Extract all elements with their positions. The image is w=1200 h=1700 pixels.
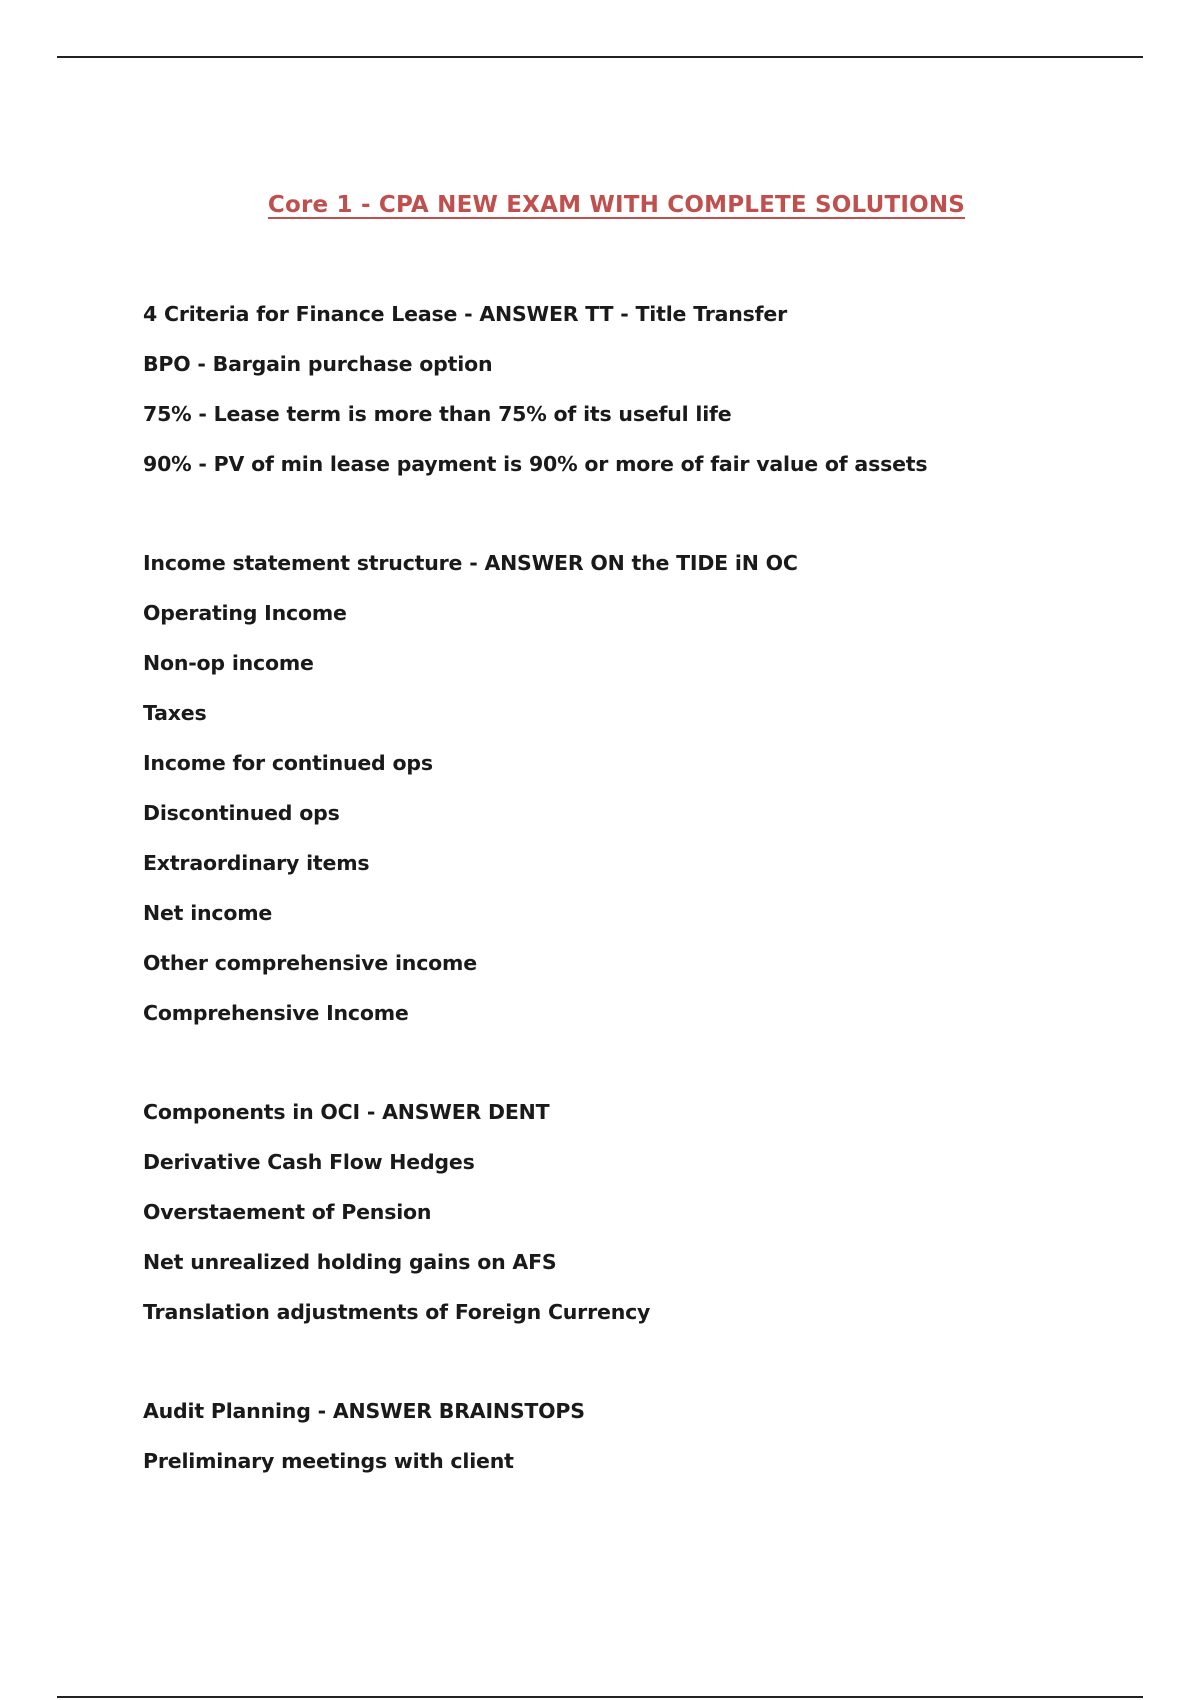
question-line: Components in OCI - ANSWER DENT <box>143 1100 550 1124</box>
footer-rule <box>57 1696 1143 1698</box>
section-oci-components <box>143 1096 1143 1346</box>
answer-line: Non-op income <box>143 651 314 675</box>
answer-line: Translation adjustments of Foreign Currency <box>143 1300 651 1324</box>
answer-line: Net income <box>143 901 273 925</box>
answer-line: 75% - Lease term is more than 75% of its useful life <box>143 402 732 426</box>
section-audit-planning <box>143 1395 1143 1495</box>
answer-line: Operating Income <box>143 601 347 625</box>
document-title: Core 1 - CPA NEW EXAM WITH COMPLETE SOLUTIONS <box>267 192 966 218</box>
answer-line: BPO - Bargain purchase option <box>143 352 493 376</box>
answer-line: Overstaement of Pension <box>143 1200 432 1224</box>
answer-line: Net unrealized holding gains on AFS <box>143 1250 557 1274</box>
answer-line: Income for continued ops <box>143 751 433 775</box>
answer-line: Other comprehensive income <box>143 951 477 975</box>
question-line: 4 Criteria for Finance Lease - ANSWER TT - Title Transfer <box>143 302 787 326</box>
answer-line: 90% - PV of min lease payment is 90% or more of fair value of assets <box>143 452 928 476</box>
answer-line: Discontinued ops <box>143 801 340 825</box>
answer-line: Comprehensive Income <box>143 1001 409 1025</box>
section-finance-lease <box>143 298 1143 498</box>
question-line: Income statement structure - ANSWER ON the TIDE iN OC <box>143 551 798 575</box>
section-income-statement <box>143 547 1143 1047</box>
answer-line: Taxes <box>143 701 207 725</box>
answer-line: Extraordinary items <box>143 851 370 875</box>
answer-line: Preliminary meetings with client <box>143 1449 514 1473</box>
document-body <box>143 298 1143 1544</box>
header-rule <box>57 56 1143 58</box>
question-line: Audit Planning - ANSWER BRAINSTOPS <box>143 1399 585 1423</box>
answer-line: Derivative Cash Flow Hedges <box>143 1150 475 1174</box>
